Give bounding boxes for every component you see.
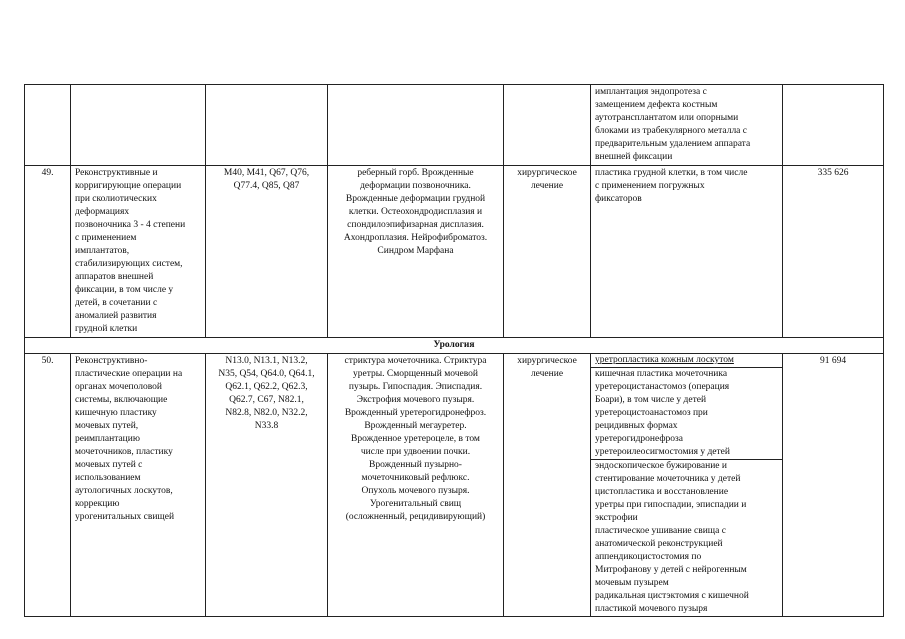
text-line: N13.0, N13.1, N13.2, bbox=[225, 356, 308, 366]
text-line: деформациях bbox=[75, 207, 130, 217]
text-line: уретры при гипоспадии, эписпадии и bbox=[595, 500, 747, 510]
cell-treatment bbox=[504, 85, 591, 166]
cell-cost bbox=[783, 85, 884, 166]
cell-cost: 91 694 bbox=[783, 354, 884, 617]
text-line: уретропластика кожным лоскутом bbox=[595, 355, 734, 365]
cell-name bbox=[71, 166, 206, 338]
cell-treatment bbox=[504, 354, 591, 617]
text-line: грудной клетки bbox=[75, 324, 138, 334]
text-line: мочевым пузырем bbox=[595, 578, 669, 588]
text-line: спондилоэпифизарная дисплазия. bbox=[347, 220, 484, 230]
cell-codes bbox=[206, 354, 328, 617]
text-line: уретероцистоанастомоз при bbox=[595, 408, 708, 418]
text-line: Синдром Марфана bbox=[377, 246, 454, 256]
cell-model bbox=[328, 166, 504, 338]
text-line: уретерогидронефроза bbox=[595, 434, 683, 444]
text-line: органах мочеполовой bbox=[75, 382, 163, 392]
text-line: при сколиотических bbox=[75, 194, 157, 204]
text-line: позвоночника 3 - 4 степени bbox=[75, 220, 186, 230]
text-line: урогенитальных свищей bbox=[75, 512, 175, 522]
text-line: кишечная пластика мочеточника bbox=[595, 369, 728, 379]
text-line: внешней фиксации bbox=[595, 152, 673, 162]
text-line: цистопластика и восстановление bbox=[595, 487, 729, 497]
text-line: анатомической реконструкцией bbox=[595, 539, 723, 549]
text-line: блоками из трабекулярного металла с bbox=[595, 126, 747, 136]
text-line: фиксации, в том числе у bbox=[75, 285, 174, 295]
text-line: имплантатов, bbox=[75, 246, 130, 256]
text-line: Врожденный уретерогидронефроз. bbox=[344, 408, 487, 418]
text-line: мочеточников, пластику bbox=[75, 447, 173, 457]
text-line: аутологичных лоскутов, bbox=[75, 486, 173, 496]
text-line: фиксаторов bbox=[595, 194, 642, 204]
text-line: с применением погружных bbox=[595, 181, 705, 191]
text-line: уретероцистанастомоз (операция bbox=[595, 382, 730, 392]
text-line: пузырь. Гипоспадия. Эписпадия. bbox=[348, 382, 483, 392]
text-line: аппаратов внешней bbox=[75, 272, 154, 282]
text-line: пластические операции на bbox=[75, 369, 183, 379]
text-line: предварительным удалением аппарата bbox=[595, 139, 751, 149]
text-line: клетки. Остеохондродисплазия и bbox=[348, 207, 483, 217]
text-line: Врожденный пузырно- bbox=[369, 460, 462, 470]
text-line: стриктура мочеточника. Стриктура bbox=[344, 356, 487, 366]
cell-cost: 335 626 bbox=[783, 166, 884, 338]
cell-codes bbox=[206, 85, 328, 166]
cell-treatment bbox=[504, 166, 591, 338]
text-line: Реконструктивно- bbox=[75, 356, 148, 366]
text-line: числе при удвоении почки. bbox=[360, 447, 471, 457]
text-line: Митрофанову у детей с нейрогенным bbox=[595, 565, 747, 575]
text-line: Врожденные деформации грудной bbox=[345, 194, 486, 204]
row-number: 50. bbox=[25, 354, 71, 617]
cell-model bbox=[328, 85, 504, 166]
section-header-row bbox=[25, 338, 884, 354]
cell-model bbox=[328, 354, 504, 617]
text-line: мочеточниковый рефлюкс. bbox=[361, 473, 470, 483]
text-line: N35, Q54, Q64.0, Q64.1, bbox=[218, 369, 315, 379]
text-line: M40, M41, Q67, Q76, bbox=[223, 168, 310, 178]
text-line: Q62.7, C67, N82.1, bbox=[229, 395, 304, 405]
text-line: аномалией развития bbox=[75, 311, 157, 321]
text-line: Врожденный мегауретер. bbox=[364, 421, 467, 431]
text-line: (осложненный, рецидивирующий) bbox=[345, 512, 486, 522]
text-line: рецидивных формах bbox=[595, 421, 678, 431]
text-line: пластика грудной клетки, в том числе bbox=[595, 168, 748, 178]
text-line: Урогенитальный свищ bbox=[369, 499, 462, 509]
text-line: уретры. Сморщенный мочевой bbox=[352, 369, 479, 379]
text-line: N82.8, N82.0, N32.2, bbox=[225, 408, 308, 418]
text-line: имплантация эндопротеза с bbox=[595, 87, 707, 97]
text-line: хирургическое bbox=[517, 168, 577, 178]
cell-method bbox=[591, 85, 783, 166]
text-line: Q62.1, Q62.2, Q62.3, bbox=[225, 382, 308, 392]
text-line: корригирующие операции bbox=[75, 181, 182, 191]
text-line: экстрофии bbox=[595, 513, 638, 523]
section-title: Урология bbox=[25, 338, 884, 354]
cell-method bbox=[591, 354, 783, 617]
text-line: деформации позвоночника. bbox=[360, 181, 471, 191]
text-line: стабилизирующих систем, bbox=[75, 259, 183, 269]
text-line: Боари), в том числе у детей bbox=[595, 395, 707, 405]
text-line: пластикой мочевого пузыря bbox=[595, 604, 708, 614]
text-line: Реконструктивные и bbox=[75, 168, 158, 178]
text-line: пластическое ушивание свища с bbox=[595, 526, 726, 536]
text-line: с применением bbox=[75, 233, 137, 243]
text-line: хирургическое bbox=[517, 356, 577, 366]
text-line: использованием bbox=[75, 473, 141, 483]
text-line: аппендикоцистостомия по bbox=[595, 552, 702, 562]
text-line: стентирование мочеточника у детей bbox=[595, 474, 741, 484]
table-row-continuation bbox=[25, 85, 884, 166]
text-line: реимплантацию bbox=[75, 434, 140, 444]
text-line: Врожденное уретероцеле, в том bbox=[351, 434, 480, 444]
text-line: реберный горб. Врожденные bbox=[357, 168, 474, 178]
text-line: детей, в сочетании с bbox=[75, 298, 158, 308]
medical-care-table bbox=[24, 84, 884, 617]
text-line: замещением дефекта костным bbox=[595, 100, 718, 110]
cell-name bbox=[71, 354, 206, 617]
text-line: эндоскопическое бужирование и bbox=[595, 461, 727, 471]
text-line: Ахондроплазия. Нейрофиброматоз. bbox=[343, 233, 488, 243]
cell-name bbox=[71, 85, 206, 166]
text-line: Q77.4, Q85, Q87 bbox=[233, 181, 300, 191]
text-line: мочевых путей, bbox=[75, 421, 139, 431]
table-row-50 bbox=[25, 354, 884, 617]
cell-number bbox=[25, 85, 71, 166]
text-line: мочевых путей с bbox=[75, 460, 143, 470]
text-line: Экстрофия мочевого пузыря. bbox=[356, 395, 475, 405]
method-block bbox=[591, 354, 782, 368]
method-block bbox=[591, 368, 782, 460]
table-row-49 bbox=[25, 166, 884, 338]
cell-method bbox=[591, 166, 783, 338]
text-line: аутотрансплантатом или опорными bbox=[595, 113, 739, 123]
method-block bbox=[591, 460, 782, 616]
text-line: системы, включающие bbox=[75, 395, 168, 405]
row-number: 49. bbox=[25, 166, 71, 338]
text-line: N33.8 bbox=[254, 421, 279, 431]
cell-codes bbox=[206, 166, 328, 338]
text-line: кишечную пластику bbox=[75, 408, 157, 418]
text-line: радикальная цистэктомия с кишечной bbox=[595, 591, 749, 601]
text-line: Опухоль мочевого пузыря. bbox=[361, 486, 470, 496]
text-line: лечение bbox=[530, 369, 564, 379]
text-line: лечение bbox=[530, 181, 564, 191]
text-line: уретероилеосигмостомия у детей bbox=[595, 447, 730, 457]
text-line: коррекцию bbox=[75, 499, 120, 509]
